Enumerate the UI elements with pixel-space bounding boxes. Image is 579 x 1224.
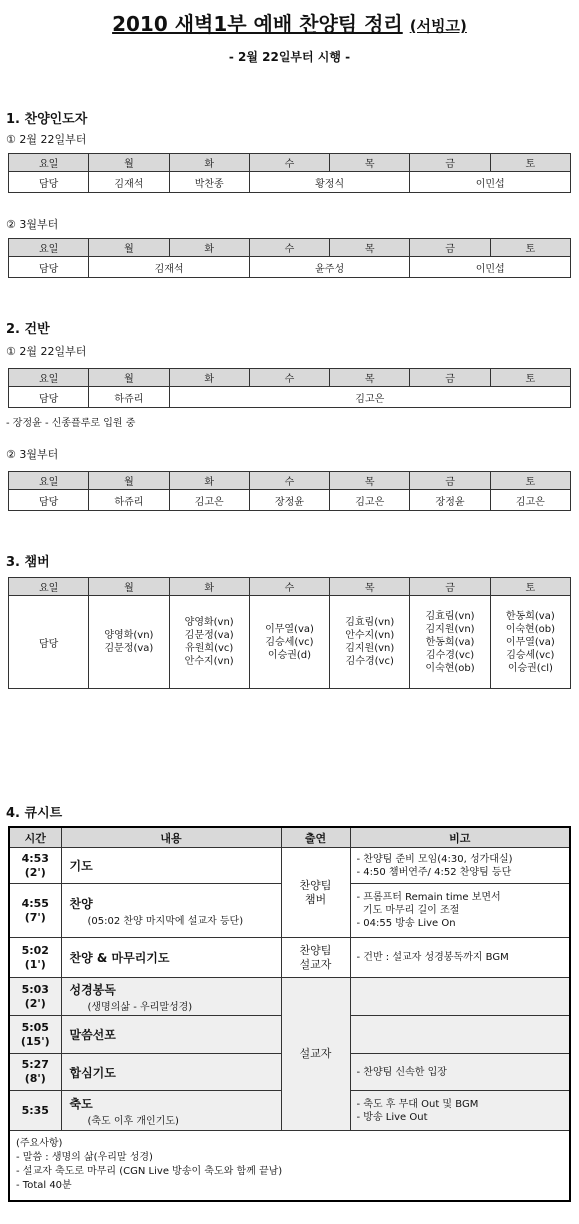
section-2-period-2: ② 3월부터 bbox=[6, 448, 59, 461]
player: 김지원(vn) bbox=[345, 643, 395, 654]
assignee-label: 담당 bbox=[9, 172, 89, 193]
keys-mar-table bbox=[8, 471, 571, 511]
hdr-tue: 화 bbox=[169, 239, 249, 257]
duration: (7') bbox=[24, 910, 46, 924]
remark-line: - 4:50 챔버연주/ 4:52 찬양팀 등단 bbox=[356, 866, 512, 878]
cue-content bbox=[61, 884, 281, 938]
leader-wed-thu: 윤주성 bbox=[249, 257, 410, 278]
hdr-day: 요일 bbox=[9, 239, 89, 257]
hdr-tue: 화 bbox=[169, 472, 249, 490]
player: 김수경(vc) bbox=[345, 656, 394, 667]
chamber-thu bbox=[330, 596, 410, 689]
cue-time bbox=[9, 1054, 61, 1091]
player: 한동희(va) bbox=[425, 636, 475, 648]
leader-mon: 김재석 bbox=[89, 172, 169, 193]
section-1-period-1: ① 2월 22일부터 bbox=[6, 133, 87, 146]
section-2-title: 2. 건반 bbox=[6, 322, 50, 337]
keys-note: - 장정윤 - 신종플루로 입원 중 bbox=[6, 418, 136, 429]
hdr-wed: 수 bbox=[249, 578, 329, 596]
cue-hdr-content: 내용 bbox=[61, 827, 281, 848]
time: 5:03 bbox=[21, 982, 49, 996]
player: 김승세(vc) bbox=[506, 649, 555, 661]
player: 김승세(vc) bbox=[265, 636, 314, 648]
time: 5:05 bbox=[21, 1020, 49, 1034]
document-title bbox=[0, 8, 579, 37]
content-sub: (축도 이후 개인기도) bbox=[87, 1115, 179, 1127]
leader-wed-thu: 황정식 bbox=[249, 172, 410, 193]
player: 이승권(d) bbox=[267, 649, 312, 661]
player: 한동희(va) bbox=[505, 610, 555, 622]
note-line: - Total 40분 bbox=[16, 1180, 72, 1192]
keys-mon: 하쥬리 bbox=[89, 490, 169, 511]
cue-time bbox=[9, 884, 61, 938]
time: 5:02 bbox=[21, 943, 49, 957]
hdr-thu: 목 bbox=[330, 369, 410, 387]
player: 양영화(vn) bbox=[184, 617, 234, 628]
keys-mon: 하쥬리 bbox=[89, 387, 169, 408]
duration: (1') bbox=[24, 957, 46, 971]
hdr-day: 요일 bbox=[9, 578, 89, 596]
section-4-title: 4. 큐시트 bbox=[6, 806, 63, 821]
hdr-fri: 금 bbox=[410, 578, 490, 596]
leaders-feb-table bbox=[8, 153, 571, 193]
performer: 찬양팀 bbox=[299, 943, 332, 957]
hdr-fri: 금 bbox=[410, 154, 490, 172]
hdr-sat: 토 bbox=[490, 369, 570, 387]
content-sub: (05:02 찬양 마지막에 설교자 등단) bbox=[87, 915, 244, 927]
cue-remark bbox=[350, 1016, 570, 1054]
keys-sat: 김고은 bbox=[490, 490, 570, 511]
cue-hdr-time: 시간 bbox=[9, 827, 61, 848]
cue-content bbox=[61, 978, 281, 1016]
player: 김효림(vn) bbox=[425, 610, 475, 622]
hdr-sat: 토 bbox=[490, 472, 570, 490]
keys-fri: 장정윤 bbox=[410, 490, 490, 511]
section-1-title: 1. 찬양인도자 bbox=[6, 112, 88, 127]
note-line: (주요사항) bbox=[16, 1138, 63, 1150]
content-main: 합심기도 bbox=[69, 1065, 116, 1080]
content-main: 찬양 bbox=[69, 896, 93, 911]
content-main: 축도 bbox=[69, 1096, 93, 1111]
time: 4:53 bbox=[21, 851, 49, 865]
remark-line: 기도 마무리 길이 조절 bbox=[356, 905, 460, 916]
cue-remark bbox=[350, 848, 570, 884]
duration: (2') bbox=[24, 865, 46, 879]
hdr-tue: 화 bbox=[169, 154, 249, 172]
hdr-wed: 수 bbox=[249, 239, 329, 257]
player: 안수지(vn) bbox=[184, 656, 234, 667]
hdr-tue: 화 bbox=[169, 578, 249, 596]
note-line: - 설교자 축도로 마무리 (CGN Live 방송이 축도와 함께 끝남) bbox=[16, 1166, 283, 1178]
hdr-sat: 토 bbox=[490, 154, 570, 172]
leader-tue: 박찬종 bbox=[169, 172, 249, 193]
content-main: 기도 bbox=[69, 859, 93, 873]
leader-fri-sat: 이민섭 bbox=[410, 257, 571, 278]
hdr-mon: 월 bbox=[89, 239, 169, 257]
hdr-mon: 월 bbox=[89, 472, 169, 490]
chamber-wed bbox=[249, 596, 329, 689]
hdr-mon: 월 bbox=[89, 369, 169, 387]
player: 이무열(va) bbox=[505, 636, 555, 648]
hdr-thu: 목 bbox=[330, 239, 410, 257]
chamber-table bbox=[8, 577, 571, 689]
cue-remark bbox=[350, 1091, 570, 1131]
content-main: 성경봉독 bbox=[69, 982, 116, 997]
remark-line: - 찬양팀 준비 모임(4:30, 성가대실) bbox=[356, 853, 513, 865]
cue-sheet-table bbox=[8, 826, 571, 1202]
leader-fri-sat: 이민섭 bbox=[410, 172, 571, 193]
player: 김수경(vc) bbox=[425, 649, 475, 661]
remark-line: - 축도 후 무대 Out 및 BGM bbox=[356, 1098, 479, 1110]
hdr-tue: 화 bbox=[169, 369, 249, 387]
cue-performer-group-2 bbox=[281, 938, 350, 978]
cue-performer-group-1 bbox=[281, 848, 350, 938]
cue-time bbox=[9, 978, 61, 1016]
player: 이승권(cl) bbox=[507, 662, 553, 674]
document-subtitle: - 2월 22일부터 시행 - bbox=[228, 50, 351, 64]
duration: (2') bbox=[24, 996, 46, 1010]
hdr-thu: 목 bbox=[330, 154, 410, 172]
hdr-wed: 수 bbox=[249, 369, 329, 387]
cue-remark bbox=[350, 884, 570, 938]
note-line: - 말씀 : 생명의 삶(우리말 성경) bbox=[16, 1152, 153, 1164]
hdr-day: 요일 bbox=[9, 154, 89, 172]
player: 양영화(vn) bbox=[104, 630, 154, 641]
performer: 챔버 bbox=[304, 892, 327, 906]
section-3-title: 3. 챔버 bbox=[6, 555, 50, 570]
remark-line: - 프롬프터 Remain time 보면서 bbox=[356, 892, 501, 903]
keys-feb-table bbox=[8, 368, 571, 408]
cue-hdr-performer: 출연 bbox=[281, 827, 350, 848]
cue-time bbox=[9, 848, 61, 884]
player: 김지원(vn) bbox=[425, 623, 475, 635]
cue-content bbox=[61, 1091, 281, 1131]
hdr-fri: 금 bbox=[410, 472, 490, 490]
hdr-thu: 목 bbox=[330, 472, 410, 490]
cue-hdr-remark: 비고 bbox=[350, 827, 570, 848]
chamber-sat bbox=[490, 596, 570, 689]
document-title-main: 2010 새벽1부 예배 찬양팀 정리 bbox=[112, 12, 403, 36]
performer: 설교자 bbox=[299, 957, 332, 971]
leaders-mar-table bbox=[8, 238, 571, 278]
assignee-label: 담당 bbox=[9, 387, 89, 408]
player: 이숙현(ob) bbox=[425, 662, 475, 674]
cue-remark bbox=[350, 1054, 570, 1091]
content-sub: (생명의삶 - 우리말성경) bbox=[87, 1001, 193, 1013]
time: 5:27 bbox=[21, 1058, 49, 1071]
keys-thu: 김고은 bbox=[330, 490, 410, 511]
remark-line: - 찬양팀 신속한 입장 bbox=[356, 1066, 447, 1078]
hdr-wed: 수 bbox=[249, 472, 329, 490]
cue-remark bbox=[350, 938, 570, 978]
assignee-label: 담당 bbox=[9, 596, 89, 689]
assignee-label: 담당 bbox=[9, 257, 89, 278]
keys-wed: 장정윤 bbox=[249, 490, 329, 511]
hdr-mon: 월 bbox=[89, 154, 169, 172]
chamber-fri bbox=[410, 596, 490, 689]
performer: 찬양팀 bbox=[299, 878, 332, 892]
player: 김문정(va) bbox=[184, 630, 234, 641]
player: 이무열(va) bbox=[265, 623, 314, 635]
time: 4:55 bbox=[21, 896, 49, 910]
player: 안수지(vn) bbox=[345, 630, 395, 641]
content-main: 말씀선포 bbox=[69, 1028, 116, 1042]
duration: (8') bbox=[24, 1072, 46, 1085]
hdr-fri: 금 bbox=[410, 239, 490, 257]
remark-line: - 건반 : 설교자 성경봉독까지 BGM bbox=[356, 952, 509, 963]
chamber-mon bbox=[89, 596, 169, 689]
player: 이숙현(ob) bbox=[505, 623, 555, 635]
cue-notes bbox=[9, 1131, 570, 1201]
section-1-period-2: ② 3월부터 bbox=[6, 218, 59, 231]
player: 김문정(va) bbox=[104, 643, 154, 654]
remark-line: - 04:55 방송 Live On bbox=[356, 918, 456, 929]
cue-content bbox=[61, 1016, 281, 1054]
cue-remark bbox=[350, 978, 570, 1016]
hdr-fri: 금 bbox=[410, 369, 490, 387]
cue-time bbox=[9, 938, 61, 978]
time: 5:35 bbox=[21, 1103, 49, 1117]
keys-tue-sat: 김고은 bbox=[169, 387, 570, 408]
section-2-period-1: ① 2월 22일부터 bbox=[6, 345, 87, 358]
hdr-mon: 월 bbox=[89, 578, 169, 596]
hdr-sat: 토 bbox=[490, 239, 570, 257]
cue-content bbox=[61, 848, 281, 884]
cue-content bbox=[61, 938, 281, 978]
cue-time bbox=[9, 1091, 61, 1131]
cue-performer-group-3: 설교자 bbox=[281, 978, 350, 1131]
document-title-suffix: (서빙고) bbox=[409, 17, 467, 35]
player: 김효림(vn) bbox=[345, 617, 395, 628]
hdr-sat: 토 bbox=[490, 578, 570, 596]
keys-tue: 김고은 bbox=[169, 490, 249, 511]
player: 유원희(vc) bbox=[185, 643, 234, 654]
chamber-tue bbox=[169, 596, 249, 689]
hdr-thu: 목 bbox=[330, 578, 410, 596]
cue-content bbox=[61, 1054, 281, 1091]
content-main: 찬양 & 마무리기도 bbox=[69, 951, 170, 965]
hdr-day: 요일 bbox=[9, 369, 89, 387]
duration: (15') bbox=[20, 1034, 50, 1048]
remark-line: - 방송 Live Out bbox=[356, 1111, 428, 1123]
cue-time bbox=[9, 1016, 61, 1054]
hdr-wed: 수 bbox=[249, 154, 329, 172]
leader-mon-tue: 김재석 bbox=[89, 257, 250, 278]
assignee-label: 담당 bbox=[9, 490, 89, 511]
hdr-day: 요일 bbox=[9, 472, 89, 490]
